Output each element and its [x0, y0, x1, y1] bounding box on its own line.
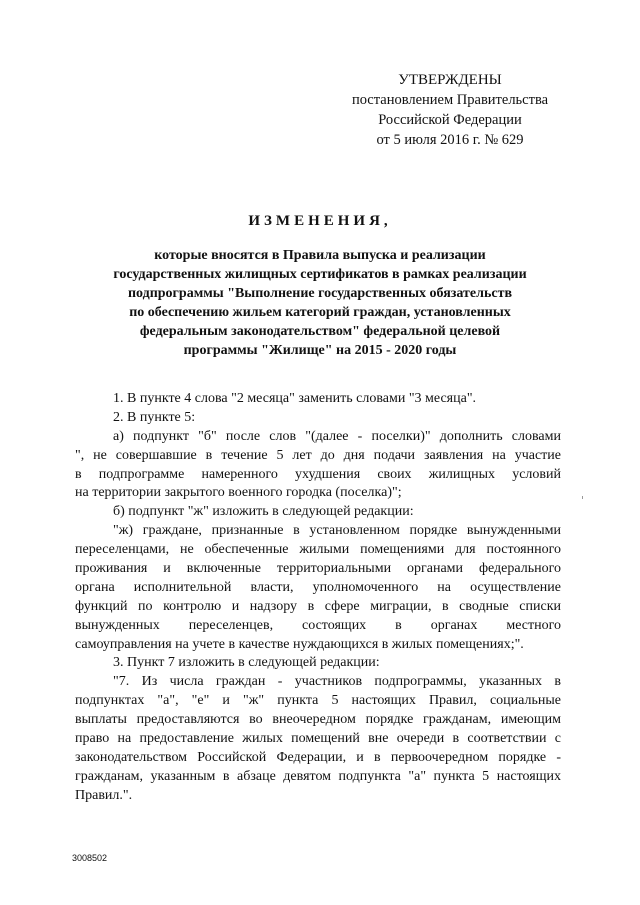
- approval-date-number: от 5 июля 2016 г. № 629: [376, 132, 524, 148]
- body-line: проживания и включенные территориальными органами федерального: [75, 561, 561, 577]
- heading-line: по обеспечению жильем категорий граждан, установленных: [129, 305, 511, 320]
- body-line: на территории закрытого военного городка (поселка)";: [75, 485, 402, 501]
- document-body: [75, 390, 561, 806]
- approval-title: УТВЕРЖДЕНЫ: [398, 72, 502, 88]
- heading-line: подпрограммы "Выполнение государственных обязательств: [127, 286, 513, 301]
- approval-block: [330, 70, 570, 150]
- document-code: 3008502: [72, 853, 108, 863]
- body-line-item-2: 2. В пункте 5:: [113, 409, 196, 425]
- approval-line-2: Российской Федерации: [378, 112, 522, 128]
- body-line: в подпрограмме намеренного ухудшения своих жилищных условий: [75, 466, 561, 482]
- document-title: ИЗМЕНЕНИЯ,: [248, 213, 392, 229]
- scan-mark: [582, 496, 583, 499]
- body-line: право на предоставление жилых помещений вне очереди в соответствии с: [75, 731, 561, 747]
- body-line: гражданам, указанным в абзаце девятом подпункта "а" пункта 5 настоящих: [75, 768, 561, 784]
- body-line: выплаты предоставляются во внеочередном порядке гражданам, имеющим: [75, 712, 561, 728]
- body-line: вынужденных переселенцев, состоящих в органах местного: [75, 617, 561, 633]
- heading-line: государственных жилищных сертификатов в рамках реализации: [113, 267, 527, 282]
- body-line: органа исполнительной власти, уполномоченного на осуществление: [75, 579, 561, 595]
- body-line-item-1: 1. В пункте 4 слова "2 месяца" заменить словами "3 месяца".: [113, 391, 477, 406]
- body-line: ", не совершавшие в течение 5 лет до дня подачи заявления на участие: [75, 447, 561, 463]
- body-line: самоуправления на учете в качестве нуждающихся в жилых помещениях;".: [75, 636, 524, 652]
- approval-line-1: постановлением Правительства: [351, 92, 549, 108]
- body-line: "7. Из числа граждан - участников подпрограммы, указанных в: [113, 674, 561, 690]
- body-line: б) подпункт "ж" изложить в следующей редакции:: [113, 504, 414, 520]
- body-line: Правил.".: [75, 787, 133, 803]
- heading-line: федеральным законодательством" федеральной целевой: [139, 324, 501, 339]
- body-line-item-3: 3. Пункт 7 изложить в следующей редакции:: [113, 655, 380, 671]
- document-heading: [40, 213, 600, 360]
- heading-line: которые вносятся в Правила выпуска и реализации: [154, 248, 486, 263]
- body-line: функций по контролю и надзору в сфере миграции, в сводные списки: [75, 598, 561, 614]
- body-line: подпунктах "а", "е" и "ж" пункта 5 настоящих Правил, социальные: [75, 693, 561, 709]
- body-line: "ж) граждане, признанные в установленном порядке вынужденными: [113, 523, 561, 539]
- body-line: а) подпункт "б" после слов "(далее - поселки)" дополнить словами: [113, 428, 561, 444]
- body-line: законодательством Российской Федерации, и в первоочередном порядке -: [75, 749, 561, 765]
- body-line: переселенцами, не обеспеченные жилыми помещениями для постоянного: [75, 542, 561, 558]
- heading-line: программы "Жилище" на 2015 - 2020 годы: [183, 343, 457, 358]
